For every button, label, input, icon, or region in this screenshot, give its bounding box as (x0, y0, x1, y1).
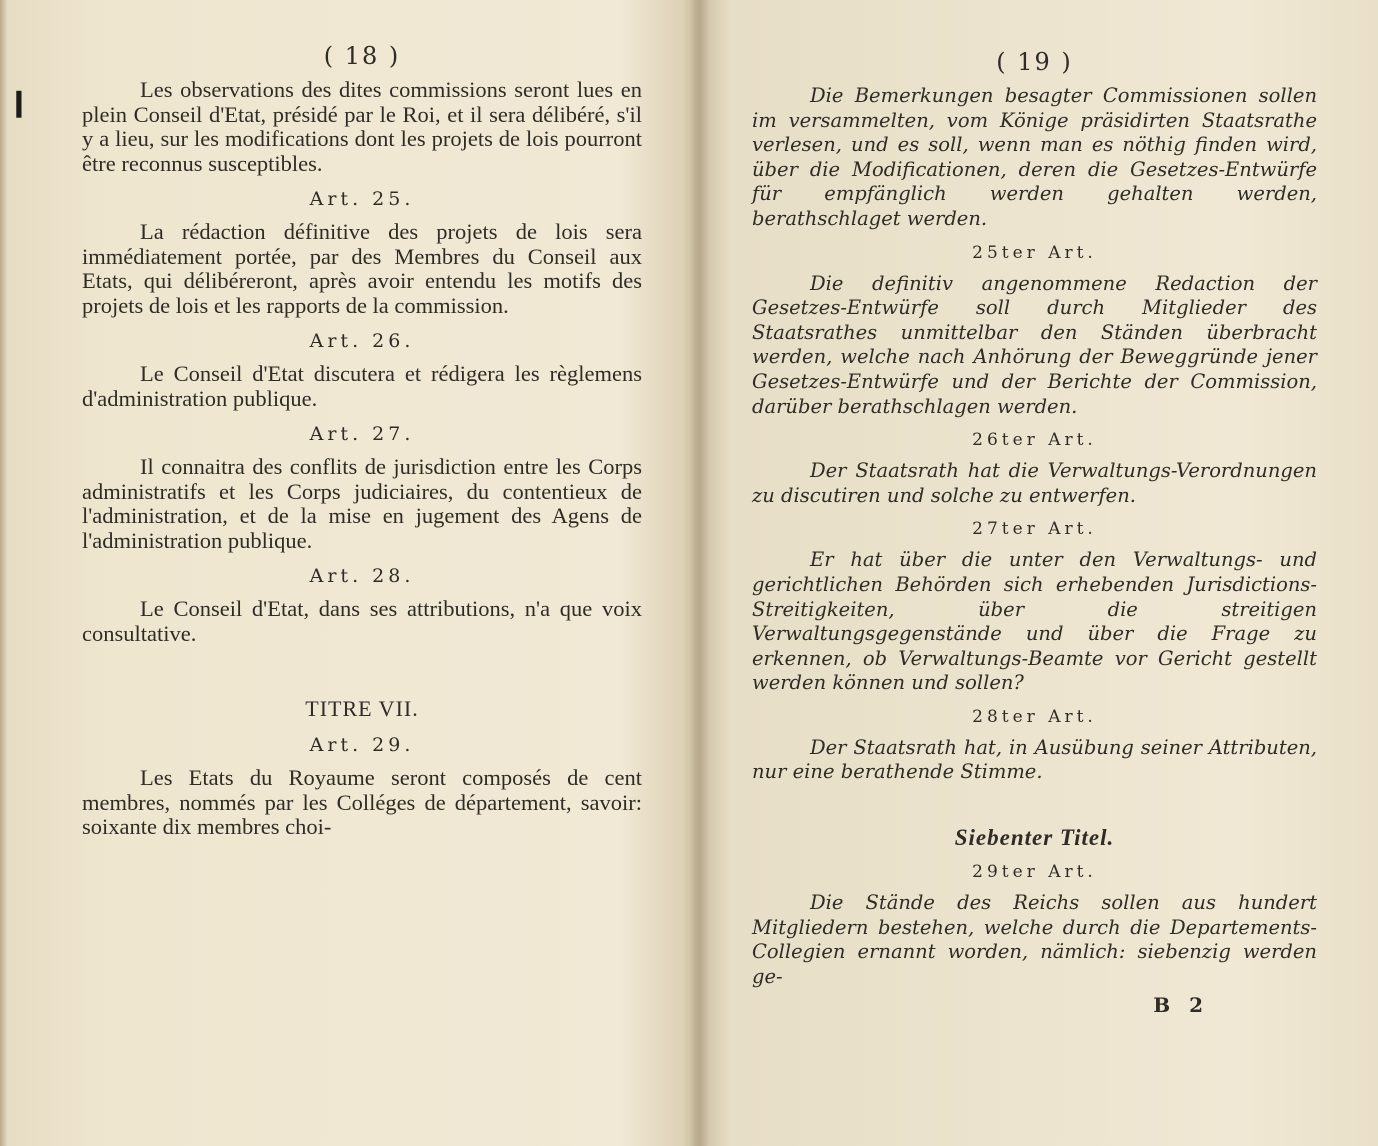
right-page (752, 0, 1317, 1146)
page-edge (0, 0, 8, 1146)
paragraph: Die Bemerkungen besagter Commissionen sollen im versammelten, vom Könige präsidirten Staatsrathe verlesen, und es soll, wenn man es nöthig finden wird, über die Modificationen, deren die Gesetzes-Entwürfe für empfänglich werden gehalten werden, berathschlaget werden. (752, 84, 1317, 230)
book-gutter (690, 0, 710, 1146)
paragraph: Les Etats du Royaume seront composés de cent membres, nommés par les Colléges de département, savoir: soixante dix membres choi- (82, 765, 642, 839)
paragraph: Le Conseil d'Etat discutera et rédigera les règlemens d'administration publique. (82, 361, 642, 411)
article-heading: 26ter Art. (972, 430, 1097, 451)
article-heading: 27ter Art. (972, 519, 1097, 540)
article-heading: Art. 25. (309, 188, 415, 210)
margin-mark: ❙ (8, 88, 30, 118)
paragraph: Die definitiv angenommene Redaction der Gesetzes-Entwürfe soll durch Mitglieder des Staatsrathes unmittelbar den Ständen überbracht werden, welche nach Anhörung der Beweggründe jener Gesetzes-Entwürfe und der Berichte der Commission, darüber berathschlagen werden. (752, 271, 1317, 418)
paragraph: Der Staatsrath hat die Verwaltungs-Verordnungen zu discutiren und solche zu entwerfen. (752, 459, 1317, 507)
paragraph: Er hat über die unter den Verwaltungs- und gerichtlichen Behörden sich erhebenden Jurisdictions-Streitigkeiten, über die streitigen Verwaltungsgegenstände und über die Frage zu erkennen, ob Verwaltungs-Beamte vor Gericht gestellt werden können und sollen? (752, 548, 1317, 695)
paragraph: Die Stände des Reichs sollen aus hundert Mitgliedern bestehen, welche durch die Departements-Collegien ernannt worden, nämlich: siebenzig werden ge- (752, 891, 1317, 988)
paragraph: La rédaction définitive des projets de lois sera immédiatement portée, par des Membres du Conseil aux Etats, qui délibéreront, après avoir entendu les motifs des projets de lois et les rapports de la commission. (82, 219, 642, 318)
article-heading: 29ter Art. (972, 862, 1097, 883)
page-number-right: ( 19 ) (996, 48, 1073, 76)
article-heading: Art. 26. (309, 330, 415, 352)
paragraph: Il connaitra des conflits de jurisdiction entre les Corps administratifs et les Corps judiciaires, du contentieux de l'administration, et de la mise en jugement des Agens de l'administration publique. (82, 454, 642, 553)
paragraph: Le Conseil d'Etat, dans ses attributions, n'a que voix consultative. (82, 596, 642, 646)
article-heading: Art. 27. (309, 423, 415, 445)
left-page (82, 0, 642, 1146)
article-heading: 25ter Art. (972, 242, 1097, 263)
article-heading: 28ter Art. (972, 706, 1097, 727)
title-heading: Siebenter Titel. (954, 825, 1115, 851)
title-heading: TITRE VII. (305, 696, 419, 721)
article-heading: Art. 28. (309, 565, 415, 587)
paragraph: Les observations des dites commissions seront lues en plein Conseil d'Etat, présidé par le Roi, et il sera délibéré, s'il y a lieu, sur les modifications dont les projets de lois pourront être reconnus susceptibles. (82, 77, 642, 176)
page-number-left: ( 18 ) (323, 42, 401, 70)
paragraph: Der Staatsrath hat, in Ausübung seiner Attributen, nur eine berathende Stimme. (752, 735, 1317, 784)
article-heading: Art. 29. (309, 734, 415, 756)
signature-mark: B 2 (1153, 993, 1209, 1018)
